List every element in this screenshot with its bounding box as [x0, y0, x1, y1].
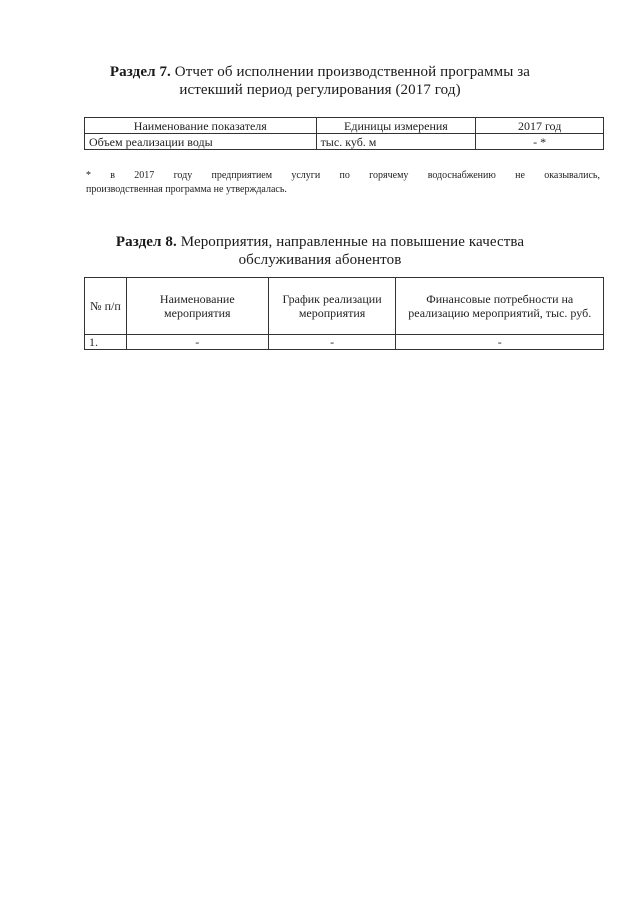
section-7-title: Отчет об исполнении производственной программы за истекший период регулирования (2017 год) — [174, 64, 531, 98]
table-row — [85, 335, 604, 350]
table-header-row — [85, 278, 604, 335]
footnote-line-1: * в 2017 году предприятием услуги по горячему водоснабжению не оказывались, — [86, 170, 600, 181]
cell-value: - * — [476, 134, 604, 150]
header-number: № п/п — [85, 278, 127, 335]
header-indicator-name: Наименование показателя — [85, 118, 317, 134]
cell-number: 1. — [85, 335, 127, 350]
section-7-heading — [80, 63, 560, 99]
section-7-table — [84, 117, 604, 150]
header-units: Единицы измерения — [316, 118, 476, 134]
header-measure-name: Наименование мероприятия — [126, 278, 268, 335]
header-schedule: График реализации мероприятия — [268, 278, 396, 335]
section-7-label: Раздел 7. — [109, 64, 171, 80]
table-header-row — [85, 118, 604, 134]
header-year: 2017 год — [476, 118, 604, 134]
section-8-title: Мероприятия, направленные на повышение качества обслуживания абонентов — [180, 234, 525, 268]
table-row — [85, 134, 604, 150]
cell-schedule: - — [268, 335, 396, 350]
section-7-footnote — [86, 169, 600, 197]
cell-indicator: Объем реализации воды — [85, 134, 317, 150]
cell-financial: - — [396, 335, 604, 350]
section-8-label: Раздел 8. — [115, 234, 177, 250]
footnote-line-2: производственная программа не утверждалась. — [86, 184, 287, 195]
cell-measure: - — [126, 335, 268, 350]
section-8-heading — [80, 233, 560, 269]
cell-units: тыс. куб. м — [316, 134, 476, 150]
header-financial-needs: Финансовые потребности на реализацию мероприятий, тыс. руб. — [396, 278, 604, 335]
section-8-table — [84, 277, 604, 350]
